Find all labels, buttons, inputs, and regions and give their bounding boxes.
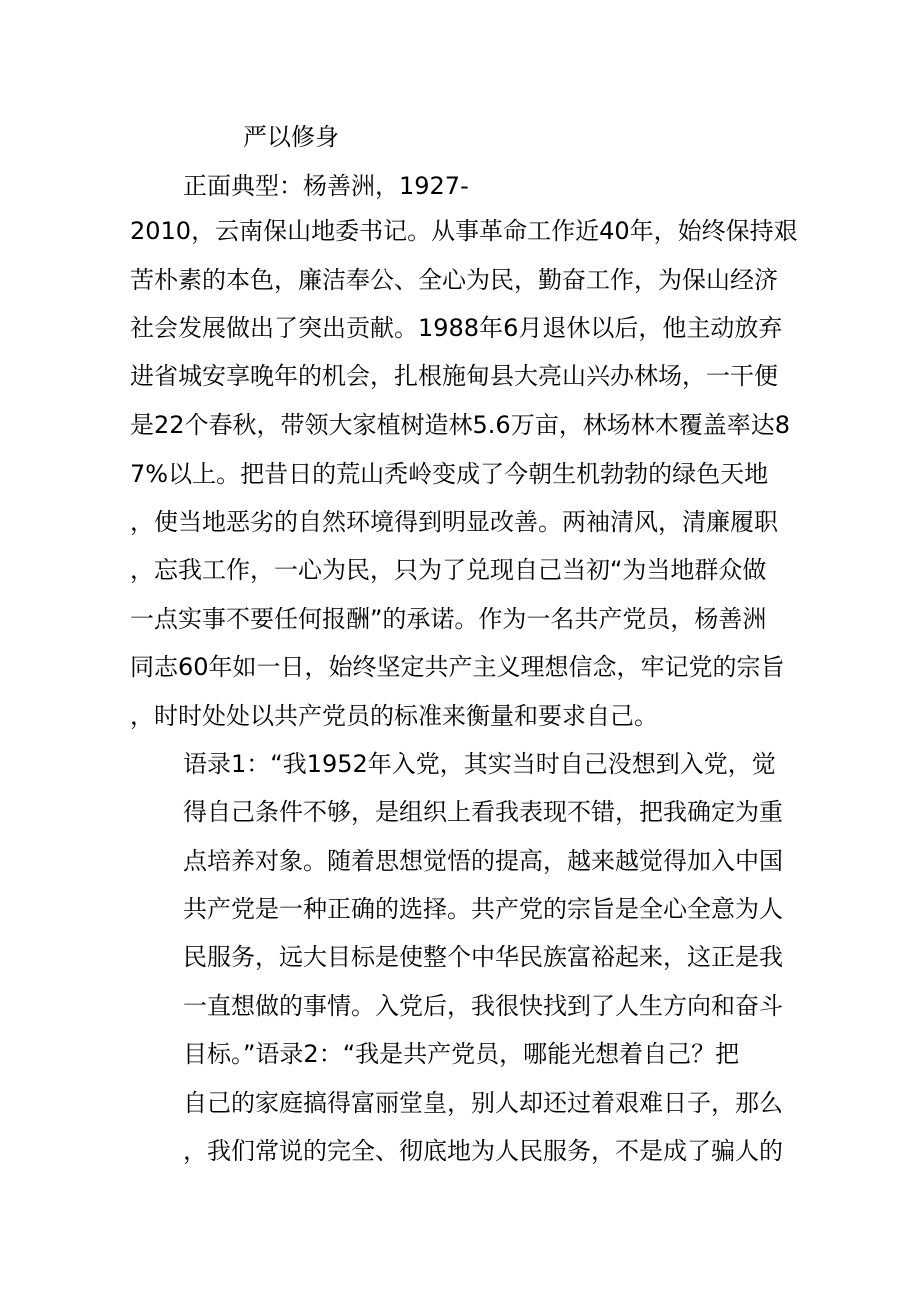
intro-line-12: ，时时处处以共产党员的标准来衡量和要求自己。 [130,702,658,730]
quote-line-5: 民服务，远大目标是使整个中华民族富裕起来，这正是我 [183,943,783,971]
intro-line-2: 2010，云南保山地委书记。从事革命工作近40年，始终保持艰 [130,217,798,245]
document-title: 严以修身 [243,123,339,151]
intro-line-10: 一点实事不要任何报酬”的承诺。作为一名共产党员，杨善洲 [130,605,767,633]
quote-line-2: 得自己条件不够，是组织上看我表现不错，把我确定为重 [183,798,783,826]
intro-line-5: 进省城安享晚年的机会，扎根施甸县大亮山兴办林场，一干便 [130,362,778,390]
intro-line-4: 社会发展做出了突出贡献。1988年6月退休以后，他主动放弃 [130,314,783,342]
intro-line-3: 苦朴素的本色，廉洁奉公、全心为民，勤奋工作，为保山经济 [130,266,778,294]
quote-line-3: 点培养对象。随着思想觉悟的提高，越来越觉得加入中国 [183,847,783,875]
intro-line-11: 同志60年如一日，始终坚定共产主义理想信念，牢记党的宗旨 [130,653,785,681]
quote-line-6: 一直想做的事情。入党后，我很快找到了人生方向和奋斗 [183,992,783,1020]
quote-line-7: 目标。”语录2：“我是共产党员，哪能光想着自己？把 [183,1040,740,1068]
intro-line-6: 是22个春秋，带领大家植树造林5.6万亩，林场林木覆盖率达8 [130,411,790,439]
quote-line-8: 自己的家庭搞得富丽堂皇，别人却还过着艰难日子，那么 [183,1089,783,1117]
intro-line-9: ，忘我工作，一心为民，只为了兑现自己当初“为当地群众做 [130,556,767,584]
quote-line-4: 共产党是一种正确的选择。共产党的宗旨是全心全意为人 [183,895,783,923]
intro-line-7: 7%以上。把昔日的荒山秃岭变成了今朝生机勃勃的绿色天地 [130,460,769,488]
quote-line-1: 语录1：“我1952年入党，其实当时自己没想到入党，觉 [183,750,776,778]
intro-line-1: 正面典型：杨善洲，1927- [183,172,469,200]
intro-line-8: ，使当地恶劣的自然环境得到明显改善。两袖清风，清廉履职 [130,508,778,536]
quote-line-9: ，我们常说的完全、彻底地为人民服务，不是成了骗人的 [183,1137,783,1165]
